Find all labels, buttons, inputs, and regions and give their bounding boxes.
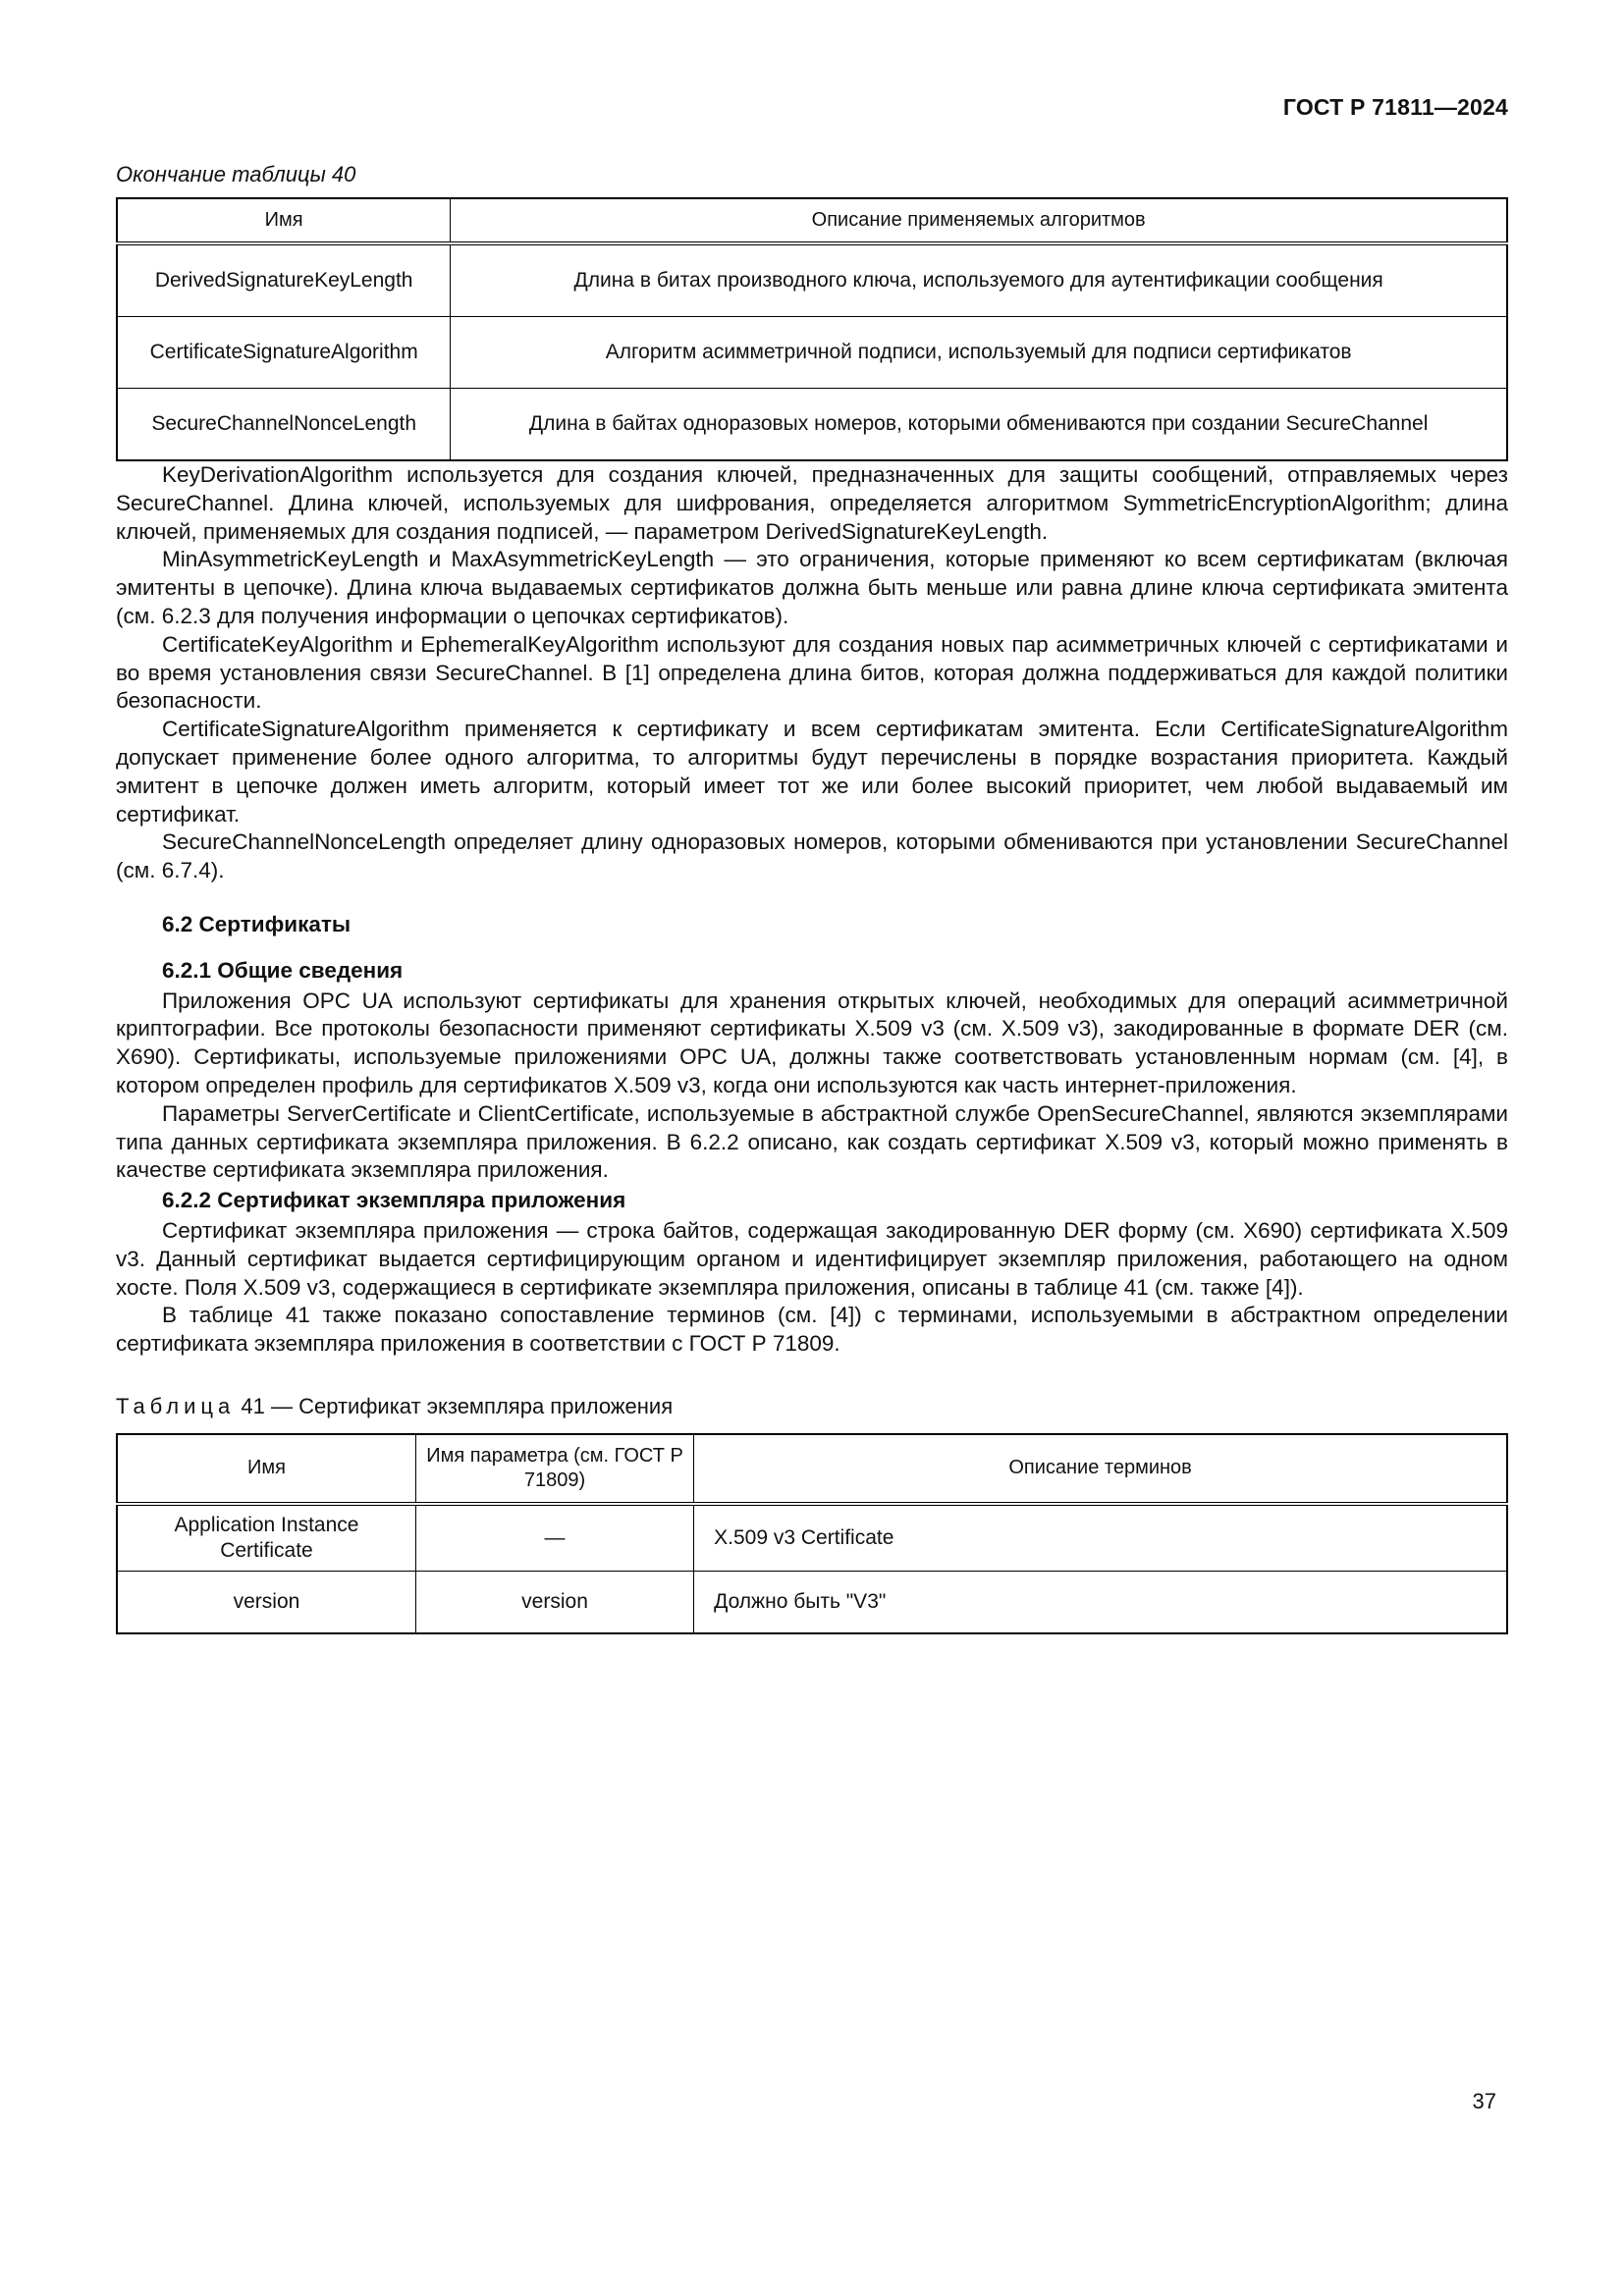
table41-cell-name: Application Instance Certificate — [117, 1504, 415, 1572]
table41-header-name: Имя — [117, 1434, 415, 1504]
table-row — [117, 1504, 1507, 1572]
heading-6-2: 6.2 Сертификаты — [162, 911, 352, 936]
table41-header-row — [117, 1434, 1507, 1504]
table41-cell-param: version — [415, 1572, 693, 1634]
table40-header-name: Имя — [117, 198, 451, 243]
table41-caption-word: Таблица — [116, 1393, 236, 1418]
table-row — [117, 1572, 1507, 1634]
paragraph-min-max-asymmetric: MinAsymmetricKeyLength и MaxAsymmetricKeyLength — это ограничения, которые применяют ко всем сертификатам (включая эмитенты в цепочке). Длина ключа выдаваемых сертификатов должна быть меньше или равна длине ключа сертификата эмитента (см. 6.2.3 для получения информации о цепочках сертификатов). — [116, 547, 1508, 628]
table41-cell-desc: Должно быть "V3" — [694, 1572, 1507, 1634]
table40 — [116, 197, 1508, 461]
heading-6-2-1: 6.2.1 Общие сведения — [162, 957, 404, 983]
table40-cell-desc: Алгоритм асимметричной подписи, используемый для подписи сертификатов — [451, 317, 1507, 389]
paragraph-certificate-key-algorithm: CertificateKeyAlgorithm и EphemeralKeyAlgorithm используют для создания новых пар асимметричных ключей с сертификатами и во время установления связи SecureChannel. В [1] определена длина битов, которая должна поддерживаться для каждой политики безопасности. — [116, 631, 1508, 714]
table-row — [117, 243, 1507, 317]
table40-header-row — [117, 198, 1507, 243]
table41-caption — [116, 1394, 1508, 1419]
paragraph-server-client-certificate: Параметры ServerCertificate и ClientCertificate, используемые в абстрактной службе OpenSecureChannel, являются экземплярами типа данных сертификата экземпляра приложения. В 6.2.2 описано, как создать сертификат X.509 v3, который можно применять в качестве сертификата экземпляра приложения. — [116, 1100, 1508, 1183]
table40-cell-desc: Длина в байтах одноразовых номеров, которыми обмениваются при создании SecureChannel — [451, 389, 1507, 461]
heading-6-2-2: 6.2.2 Сертификат экземпляра приложения — [162, 1188, 626, 1213]
table-row — [117, 389, 1507, 461]
page-number: 37 — [1472, 2089, 1496, 2113]
doc-number: ГОСТ Р 71811—2024 — [1282, 94, 1508, 120]
table40-cell-desc: Длина в битах производного ключа, используемого для аутентификации сообщения — [451, 243, 1507, 317]
paragraph-certificate-signature-algorithm: CertificateSignatureAlgorithm применяется к сертификату и всем сертификатам эмитента. Если CertificateSignatureAlgorithm допускает применение более одного алгоритма, то алгоритмы будут перечислены в порядке возрастания приоритета. Каждый эмитент в цепочке должен иметь алгоритм, который имеет тот же или более высокий приоритет, чем любой выдаваемый им сертификат. — [116, 717, 1508, 827]
table40-cell-name: SecureChannelNonceLength — [117, 389, 451, 461]
table41-cell-name: version — [117, 1572, 415, 1634]
paragraph-key-derivation: KeyDerivationAlgorithm используется для создания ключей, предназначенных для защиты сообщений, отправляемых через SecureChannel. Длина ключей, используемых для шифрования, определяется алгоритмом SymmetricEncryptionAlgorithm; длина ключей, применяемых для создания подписей, — параметром DerivedSignatureKeyLength. — [116, 462, 1508, 544]
table40-cell-name: DerivedSignatureKeyLength — [117, 243, 451, 317]
table41-cell-desc: X.509 v3 Certificate — [694, 1504, 1507, 1572]
table40-cell-name: CertificateSignatureAlgorithm — [117, 317, 451, 389]
paragraph-secure-channel-nonce: SecureChannelNonceLength определяет длину одноразовых номеров, которыми обмениваются при установлении SecureChannel (см. 6.7.4). — [116, 829, 1508, 883]
table41-caption-text: 41 — Сертификат экземпляра приложения — [235, 1393, 674, 1418]
table40-continuation-caption: Окончание таблицы 40 — [116, 162, 356, 187]
table41-cell-param: — — [415, 1504, 693, 1572]
paragraph-table41-mapping: В таблице 41 также показано сопоставление терминов (см. [4]) с терминами, используемыми в абстрактном определении сертификата экземпляра приложения в соответствии с ГОСТ Р 71809. — [116, 1303, 1508, 1357]
table-row — [117, 317, 1507, 389]
paragraph-opc-ua-certificates: Приложения OPC UA используют сертификаты для хранения открытых ключей, необходимых для операций асимметричной криптографии. Все протоколы безопасности применяют сертификаты X.509 v3 (см. X.509 v3), закодированные в формате DER (см. X690). Сертификаты, используемые приложениями OPC UA, должны также соответствовать установленным нормам (см. [4], в котором определен профиль для сертификатов X.509 v3, когда они используются как часть интернет-приложения. — [116, 988, 1508, 1097]
page-content — [116, 94, 1508, 1634]
table41 — [116, 1433, 1508, 1635]
paragraph-application-instance-certificate: Сертификат экземпляра приложения — строка байтов, содержащая закодированную DER форму (см. X690) сертификата X.509 v3. Данный сертификат выдается сертифицирующим органом и идентифицирует экземпляр приложения, работающего на одном хосте. Поля X.509 v3, содержащиеся в сертификате экземпляра приложения, описаны в таблице 41 (см. также [4]). — [116, 1217, 1508, 1300]
table41-header-param: Имя параметра (см. ГОСТ Р 71809) — [415, 1434, 693, 1504]
table41-header-desc: Описание терминов — [694, 1434, 1507, 1504]
table40-header-desc: Описание применяемых алгоритмов — [451, 198, 1507, 243]
